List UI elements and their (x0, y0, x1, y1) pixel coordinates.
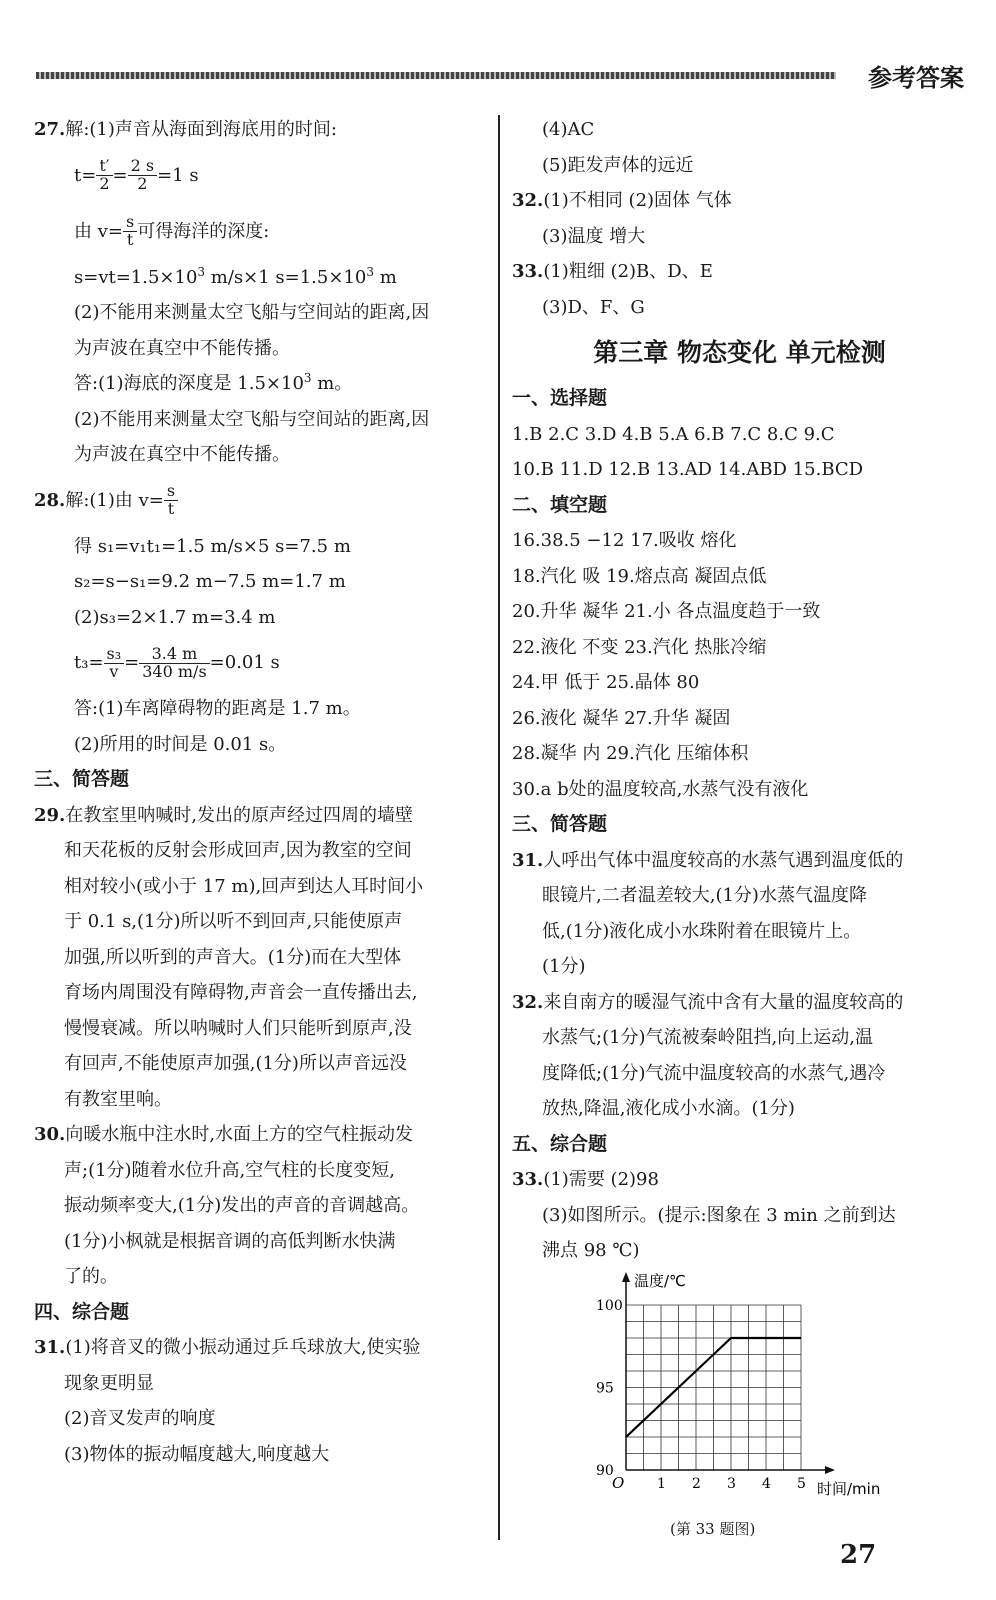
y-axis-label: 温度/℃ (634, 1272, 686, 1290)
temperature-time-graph (590, 1270, 890, 1510)
fraction-bottom: t (167, 499, 175, 518)
q28-number: 28. (34, 489, 66, 511)
formula-text: s=vt=1.5×10 (74, 266, 198, 288)
origin-label: O (612, 1474, 625, 1492)
text-line: 沸点 98 ℃) (542, 1240, 640, 1261)
text-line: (3)物体的振动幅度越大,响度越大 (64, 1443, 330, 1465)
text-line: 眼镜片,二者温差较大,(1分)水蒸气温度降 (542, 885, 867, 906)
page-number: 27 (840, 1540, 877, 1570)
formula-text: t= (74, 164, 97, 186)
section-heading-5: 五、综合题 (512, 1132, 608, 1155)
text-line: (2)不能用来测量太空飞船与空间站的距离,因 (74, 408, 430, 430)
formula-text: = (124, 652, 140, 673)
fill-answer: 28.凝华 内 29.汽化 压缩体积 (512, 743, 749, 764)
q33-line (512, 1162, 967, 1198)
formula-text: t₃= (74, 652, 104, 673)
mc-answers-2: 10.B 11.D 12.B 13.AD 14.ABD 15.BCD (512, 459, 864, 480)
fraction-bottom: 340 m/s (142, 661, 207, 681)
q27-text: 解:(1)声音从海面到海底用的时间: (65, 119, 337, 140)
text-line: 加强,所以听到的声音大。(1分)而在大型体 (64, 946, 402, 968)
x-tick-label: 2 (692, 1476, 701, 1492)
text-line: (3)温度 增大 (542, 225, 646, 247)
q28-line-1 (34, 473, 484, 529)
q32-number: 32. (512, 190, 544, 211)
q31-line (34, 1330, 484, 1366)
formula-text: m (373, 266, 397, 288)
formula-text: = (112, 164, 128, 186)
q27-number: 27. (34, 119, 66, 140)
text-line: (2)s₃=2×1.7 m=3.4 m (74, 606, 276, 628)
section-heading-2: 二、填空题 (512, 493, 608, 516)
formula-text: 解:(1)由 v= (65, 489, 164, 511)
text-line: (5)距发声体的远近 (542, 154, 694, 176)
x-tick-label: 5 (797, 1476, 806, 1492)
fraction-bottom: 2 (137, 174, 148, 193)
text-line: 有教室里响。 (64, 1088, 172, 1110)
q31-line (512, 843, 967, 879)
x-tick-label: 4 (762, 1476, 771, 1492)
left-column (34, 112, 484, 1472)
superscript: 3 (366, 264, 374, 279)
header-label: 参考答案 (868, 64, 964, 92)
text-line: 得 s₁=v₁t₁=1.5 m/s×5 s=7.5 m (74, 535, 351, 557)
text-line: 现象更明显 (64, 1372, 154, 1394)
y-tick-label: 100 (596, 1298, 623, 1314)
text-line: 相对较小(或小于 17 m),回声到达人耳时间小 (64, 875, 424, 897)
q27-formula-speed (34, 204, 484, 260)
y-axis-arrow (622, 1272, 630, 1282)
fill-answer: 16.38.5 −12 17.吸收 熔化 (512, 530, 737, 551)
text-line: (3)如图所示。(提示:图象在 3 min 之前到达 (542, 1204, 896, 1226)
q29-line (34, 798, 484, 834)
q27-answer (34, 366, 484, 402)
answer-text: 答:(1)海底的深度是 1.5×10 (74, 373, 304, 394)
text: 在教室里呐喊时,发出的原声经过四周的墙壁 (65, 804, 414, 826)
formula-text: =1 s (157, 164, 199, 186)
text-line: 放热,降温,液化成小水滴。(1分) (542, 1098, 795, 1119)
y-tick-label: 90 (596, 1463, 614, 1479)
text-line: 育场内周围没有障碍物,声音会一直传播出去, (64, 982, 418, 1003)
fraction-top: t′ (96, 158, 112, 176)
section-heading-3: 三、简答题 (512, 813, 608, 835)
text: (1)粗细 (2)B、D、E (543, 261, 713, 282)
x-axis-arrow (825, 1466, 835, 1474)
q27-formula-time (34, 148, 484, 204)
text-line: 水蒸气;(1分)气流被秦岭阻挡,向上运动,温 (542, 1027, 874, 1048)
q32-number: 32. (512, 991, 544, 1013)
q28-formula-time (34, 635, 484, 691)
text-line: 为声波在真空中不能传播。 (74, 337, 290, 359)
text-line: (2)音叉发声的响度 (64, 1408, 216, 1429)
q33-line (512, 254, 967, 290)
q33-number: 33. (512, 1169, 544, 1190)
text-line: 和天花板的反射会形成回声,因为教室的空间 (64, 840, 412, 861)
fraction-top: s₃ (104, 646, 125, 664)
section-heading-3: 三、简答题 (34, 768, 130, 790)
fraction (164, 483, 178, 518)
text: 来自南方的暖湿气流中含有大量的温度较高的 (543, 991, 904, 1013)
header-rule (36, 72, 836, 79)
fill-answer: 18.汽化 吸 19.熔点高 凝固点低 (512, 565, 767, 587)
fraction (123, 214, 137, 249)
fraction-top: 3.4 m (139, 646, 209, 664)
text-line: 振动频率变大,(1分)发出的声音的音调越高。 (64, 1195, 420, 1216)
fraction (128, 158, 157, 193)
fill-answer: 22.液化 不变 23.汽化 热胀冷缩 (512, 636, 767, 658)
q30-line (34, 1117, 484, 1153)
text-line: 于 0.1 s,(1分)所以听不到回声,只能使原声 (64, 911, 403, 932)
formula-text: =0.01 s (209, 652, 280, 673)
fraction-top: 2 s (128, 158, 157, 176)
q32-line (512, 183, 967, 219)
q31-number: 31. (34, 1337, 66, 1358)
text-line: (3)D、F、G (542, 296, 645, 318)
text-line: 了的。 (64, 1266, 118, 1287)
text: (1)不相同 (2)固体 气体 (543, 190, 732, 211)
superscript: 3 (303, 371, 312, 385)
text-line: 答:(1)车离障碍物的距离是 1.7 m。 (74, 698, 361, 719)
text-line: s₂=s−s₁=9.2 m−7.5 m=1.7 m (74, 571, 346, 592)
fraction-bottom: 2 (99, 174, 110, 193)
text: (1)需要 (2)98 (543, 1169, 659, 1190)
text: 向暖水瓶中注水时,水面上方的空气柱振动发 (65, 1124, 414, 1145)
q30-number: 30. (34, 1124, 66, 1145)
q31-number: 31. (512, 849, 544, 871)
fraction-top: s (123, 214, 137, 232)
text-line: 声;(1分)随着水位升高,空气柱的长度变短, (64, 1159, 396, 1181)
text: 人呼出气体中温度较高的水蒸气遇到温度低的 (543, 849, 904, 871)
q27-formula-depth (34, 260, 484, 296)
text-line: (4)AC (542, 119, 595, 140)
fraction-bottom: t (126, 230, 134, 249)
y-tick-label: 95 (596, 1380, 614, 1397)
fraction (139, 643, 209, 681)
q27-line-1 (34, 112, 484, 148)
text-line: 低,(1分)液化成小水珠附着在眼镜片上。 (542, 920, 862, 942)
section-heading-1: 一、选择题 (512, 387, 608, 409)
chapter-title: 第三章 物态变化 单元检测 (593, 338, 886, 367)
q32-line (512, 985, 967, 1021)
text-line: 为声波在真空中不能传播。 (74, 444, 290, 465)
x-tick-label: 3 (727, 1476, 736, 1492)
fraction (96, 158, 112, 193)
fill-answer: 20.升华 凝华 21.小 各点温度趋于一致 (512, 601, 821, 622)
text-line: (2)不能用来测量太空飞船与空间站的距离,因 (74, 302, 430, 323)
text: (1)将音叉的微小振动通过乒乓球放大,使实验 (65, 1337, 421, 1358)
text-line: 慢慢衰减。所以呐喊时人们只能听到原声,没 (64, 1017, 412, 1039)
formula-text: 由 v= (74, 220, 123, 242)
q33-number: 33. (512, 261, 544, 282)
formula-text: 可得海洋的深度: (137, 220, 270, 242)
fill-answer: 30.a b处的温度较高,水蒸气没有液化 (512, 778, 809, 800)
column-divider (498, 115, 500, 1540)
text-line: 有回声,不能使原声加强,(1分)所以声音远没 (64, 1053, 407, 1074)
fill-answer: 26.液化 凝华 27.升华 凝固 (512, 707, 731, 729)
fill-answer: 24.甲 低于 25.晶体 80 (512, 672, 700, 693)
fraction (104, 643, 125, 681)
fraction-top: s (164, 483, 178, 501)
section-heading-4: 四、综合题 (34, 1300, 130, 1323)
x-tick-label: 1 (657, 1476, 666, 1492)
fraction-bottom: v (109, 661, 119, 681)
x-axis-label: 时间/min (817, 1480, 881, 1498)
superscript: 3 (197, 264, 206, 279)
mc-answers-1: 1.B 2.C 3.D 4.B 5.A 6.B 7.C 8.C 9.C (512, 423, 835, 445)
figure-caption: (第 33 题图) (670, 1520, 756, 1538)
text-line: (1分) (542, 956, 586, 977)
formula-text: m/s×1 s=1.5×10 (205, 266, 367, 288)
text-line: (2)所用的时间是 0.01 s。 (74, 733, 287, 755)
text-line: 度降低;(1分)气流中温度较高的水蒸气,遇冷 (542, 1062, 886, 1084)
text-line: (1分)小枫就是根据音调的高低判断水快满 (64, 1230, 396, 1252)
answer-text: m。 (311, 373, 353, 394)
right-column (512, 112, 967, 1269)
q29-number: 29. (34, 804, 66, 826)
